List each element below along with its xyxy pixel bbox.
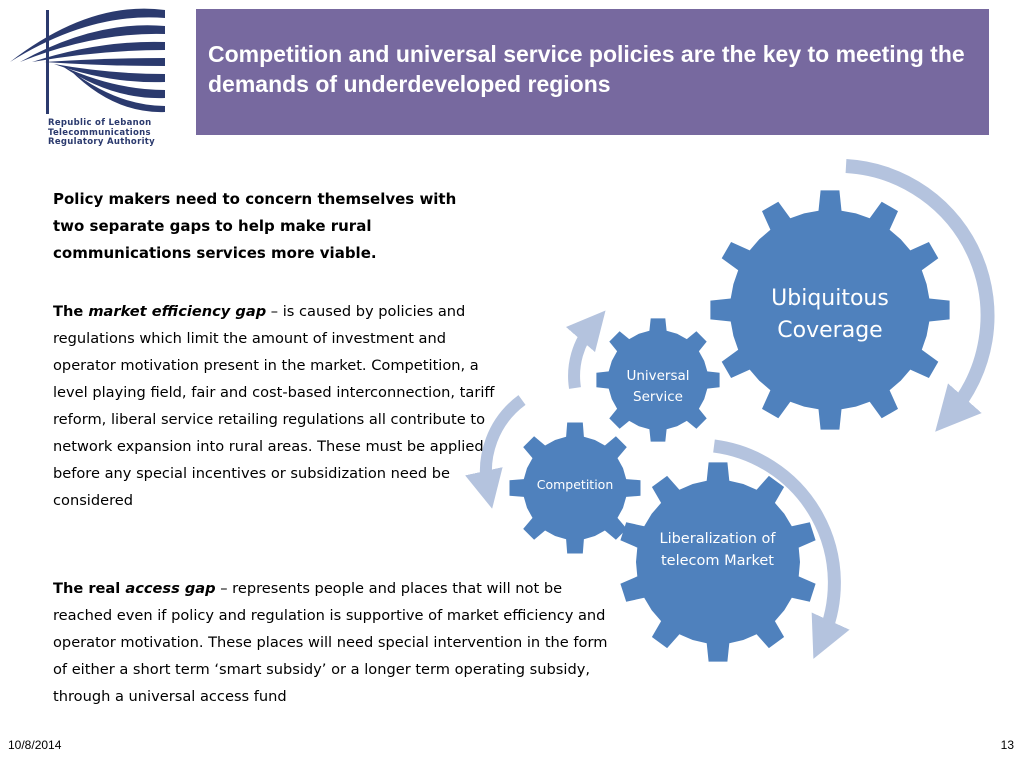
slide-title: Competition and universal service policies are the key to meeting the demands of underdeveloped regions (208, 41, 965, 97)
gear-label-ubiquitous: Ubiquitous Coverage (771, 286, 889, 343)
intro-paragraph: Policy makers need to concern themselves with two separate gaps to help make rural communications services more viable. (53, 190, 457, 262)
access-gap-lead: The real (53, 580, 126, 597)
arrow-comp-left (486, 400, 522, 490)
market-gap-lead: The (53, 303, 89, 320)
access-gap-text: – represents people and places that will not be reached even if policy and regulation is supportive of market efficiency and operator motivation. These places will need special intervention in the form of either a short term ‘smart subsidy’ or a longer term operating subsidy, through a universal access fund (53, 580, 608, 705)
logo-line-3: Regulatory Authority (48, 137, 155, 148)
market-gap-text: – is caused by policies and regulations which limit the amount of investment and operator motivation present in the market. Competition, a level playing field, fair and cost-based interconnection, tariff reform, liberal service retailing regulations all contribute to network expansion into rural areas. These must be applied before any special incentives or subsidization need be considered (53, 303, 495, 509)
logo-line-2: Telecommunications (48, 127, 151, 138)
gear-label-universal: Universal Service (626, 368, 690, 405)
footer-page-number: 13 (1000, 738, 1014, 752)
arrow-univ-left (574, 325, 593, 388)
market-gap-term: market efficiency gap (88, 303, 267, 320)
gear-label-liberalization: Liberalization of telecom Market (659, 531, 776, 569)
footer-date: 10/8/2014 (8, 738, 62, 752)
gear-label-competition: Competition (536, 477, 614, 492)
logo-line-1: Republic of Lebanon (48, 118, 152, 128)
access-gap-term: access gap (125, 580, 216, 597)
